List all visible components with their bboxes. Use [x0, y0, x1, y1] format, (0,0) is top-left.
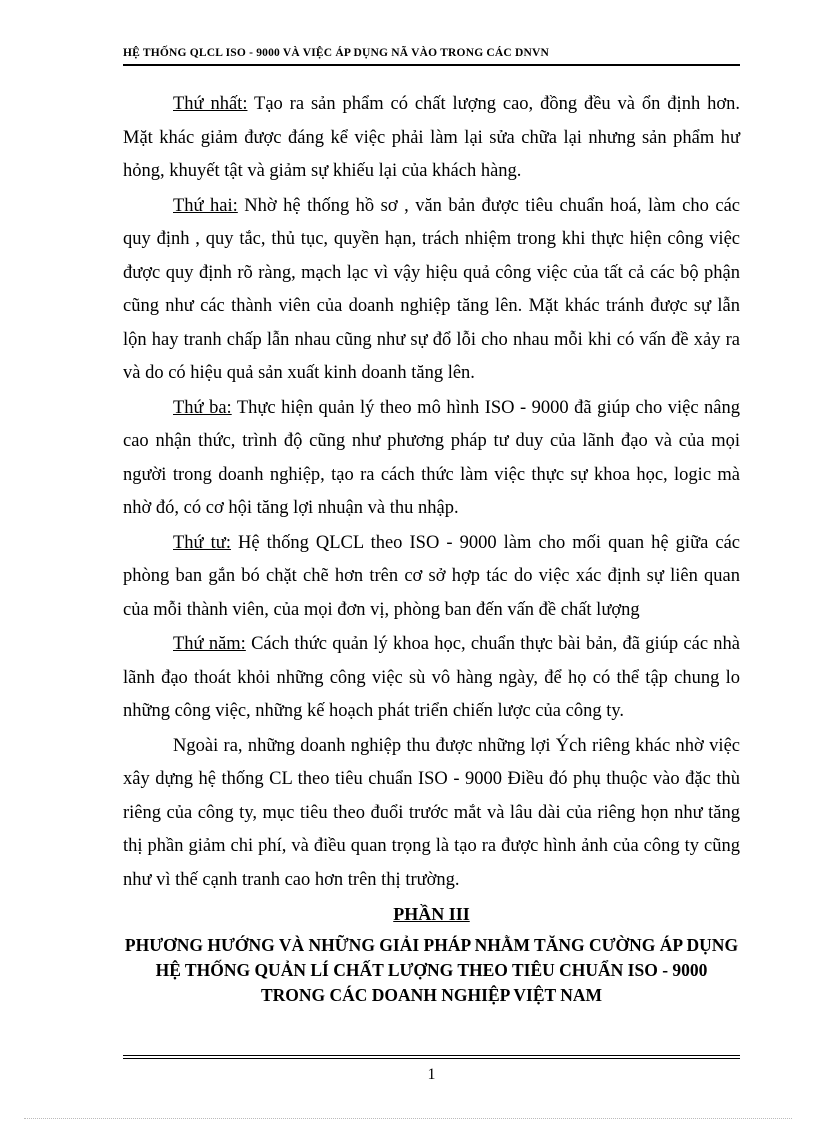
running-header: HỆ THỐNG QLCL ISO - 9000 VÀ VIỆC ÁP DỤNG NÃ VÀO TRONG CÁC DNVN	[123, 47, 550, 59]
paragraph-first	[123, 88, 740, 189]
section-title: PHƯƠNG HƯỚNG VÀ NHỮNG GIẢI PHÁP NHẰM TĂNG CƯỜNG ÁP DỤNG HỆ THỐNG QUẢN LÍ CHẤT LƯỢNG THEO TIÊU CHUẨN ISO - 9000 TRONG CÁC DOANH NGHIỆP VIỆT NAM	[124, 935, 739, 1005]
paragraph-text: Ngoài ra, những doanh nghiệp thu được những lợi Ých riêng khác nhờ việc xây dựng hệ thống CL theo tiêu chuẩn ISO - 9000 Điều đó phụ thuộc vào đặc thù riêng của công ty, mục tiêu theo đuổi trước mắt và lâu dài của riêng họn như tăng thị phần giảm chi phí, và điều quan trọng là tạo ra được hình ảnh của công ty cũng như vì thế cạnh tranh cao hơn trên thị trường.	[123, 735, 740, 890]
document-body	[123, 88, 740, 1008]
paragraph-text: Nhờ hệ thống hồ sơ , văn bản được tiêu chuẩn hoá, làm cho các quy định , quy tắc, thủ tục, quyền hạn, trách nhiệm trong khi thực hiện công việc được quy định rõ ràng, mạch lạc vì vậy hiệu quả công việc của tất cả các bộ phận cũng như các thành viên của doanh nghiệp tăng lên. Mặt khác tránh được sự lẫn lộn hay tranh chấp lẫn nhau cũng như sự đổ lỗi cho nhau mỗi khi có vấn đề xảy ra và do có hiệu quả sản xuất kinh doanh tăng lên.	[123, 195, 740, 383]
paragraph-third	[123, 392, 740, 526]
header-rule	[123, 64, 740, 66]
paragraph-lead: Thứ tư:	[173, 532, 231, 553]
paragraph-lead: Thứ hai:	[173, 195, 238, 216]
paragraph-fourth	[123, 527, 740, 628]
paragraph-text: Thực hiện quản lý theo mô hình ISO - 9000 đã giúp cho việc nâng cao nhận thức, trình độ cũng như phương pháp tư duy của lãnh đạo và của mọi người trong doanh nghiệp, tạo ra cách thức làm việc thực sự khoa học, logic mà nhờ đó, có cơ hội tăng lợi nhuận và thu nhập.	[123, 397, 741, 518]
paragraph-lead: Thứ nhất:	[173, 94, 248, 114]
paragraph-second	[123, 190, 740, 391]
paragraph-text: Tạo ra sản phẩm có chất lượng cao, đồng đều và ổn định hơn. Mặt khác giảm được đáng kể việc phải làm lại sửa chữa lại nhưng sản phẩm hư hỏng, khuyết tật và giảm sự khiếu lại của khách hàng.	[123, 94, 740, 181]
footer-rule	[123, 1055, 740, 1059]
page-edge-dotted-line	[24, 1118, 792, 1119]
paragraph-text: Cách thức quản lý khoa học, chuẩn thực bài bản, đã giúp các nhà lãnh đạo thoát khỏi những công việc sù vô hàng ngày, để họ có thể tập chung lo những công việc, những kế hoạch phát triển chiến lược của công ty.	[123, 634, 740, 721]
page-number: 1	[427, 1066, 436, 1083]
paragraph-fifth	[123, 628, 740, 729]
paragraph-text: Hệ thống QLCL theo ISO - 9000 làm cho mối quan hệ giữa các phòng ban gắn bó chặt chẽ hơn trên cơ sở hợp tác do việc xác định sự liên quan của mỗi thành viên, của mọi đơn vị, phòng ban đến vấn đề chất lượng	[123, 532, 741, 620]
paragraph-lead: Thứ ba:	[173, 397, 232, 418]
paragraph-lead: Thứ năm:	[173, 634, 246, 654]
part-title: PHẦN III	[393, 904, 470, 924]
paragraph-other-benefits	[123, 730, 740, 898]
